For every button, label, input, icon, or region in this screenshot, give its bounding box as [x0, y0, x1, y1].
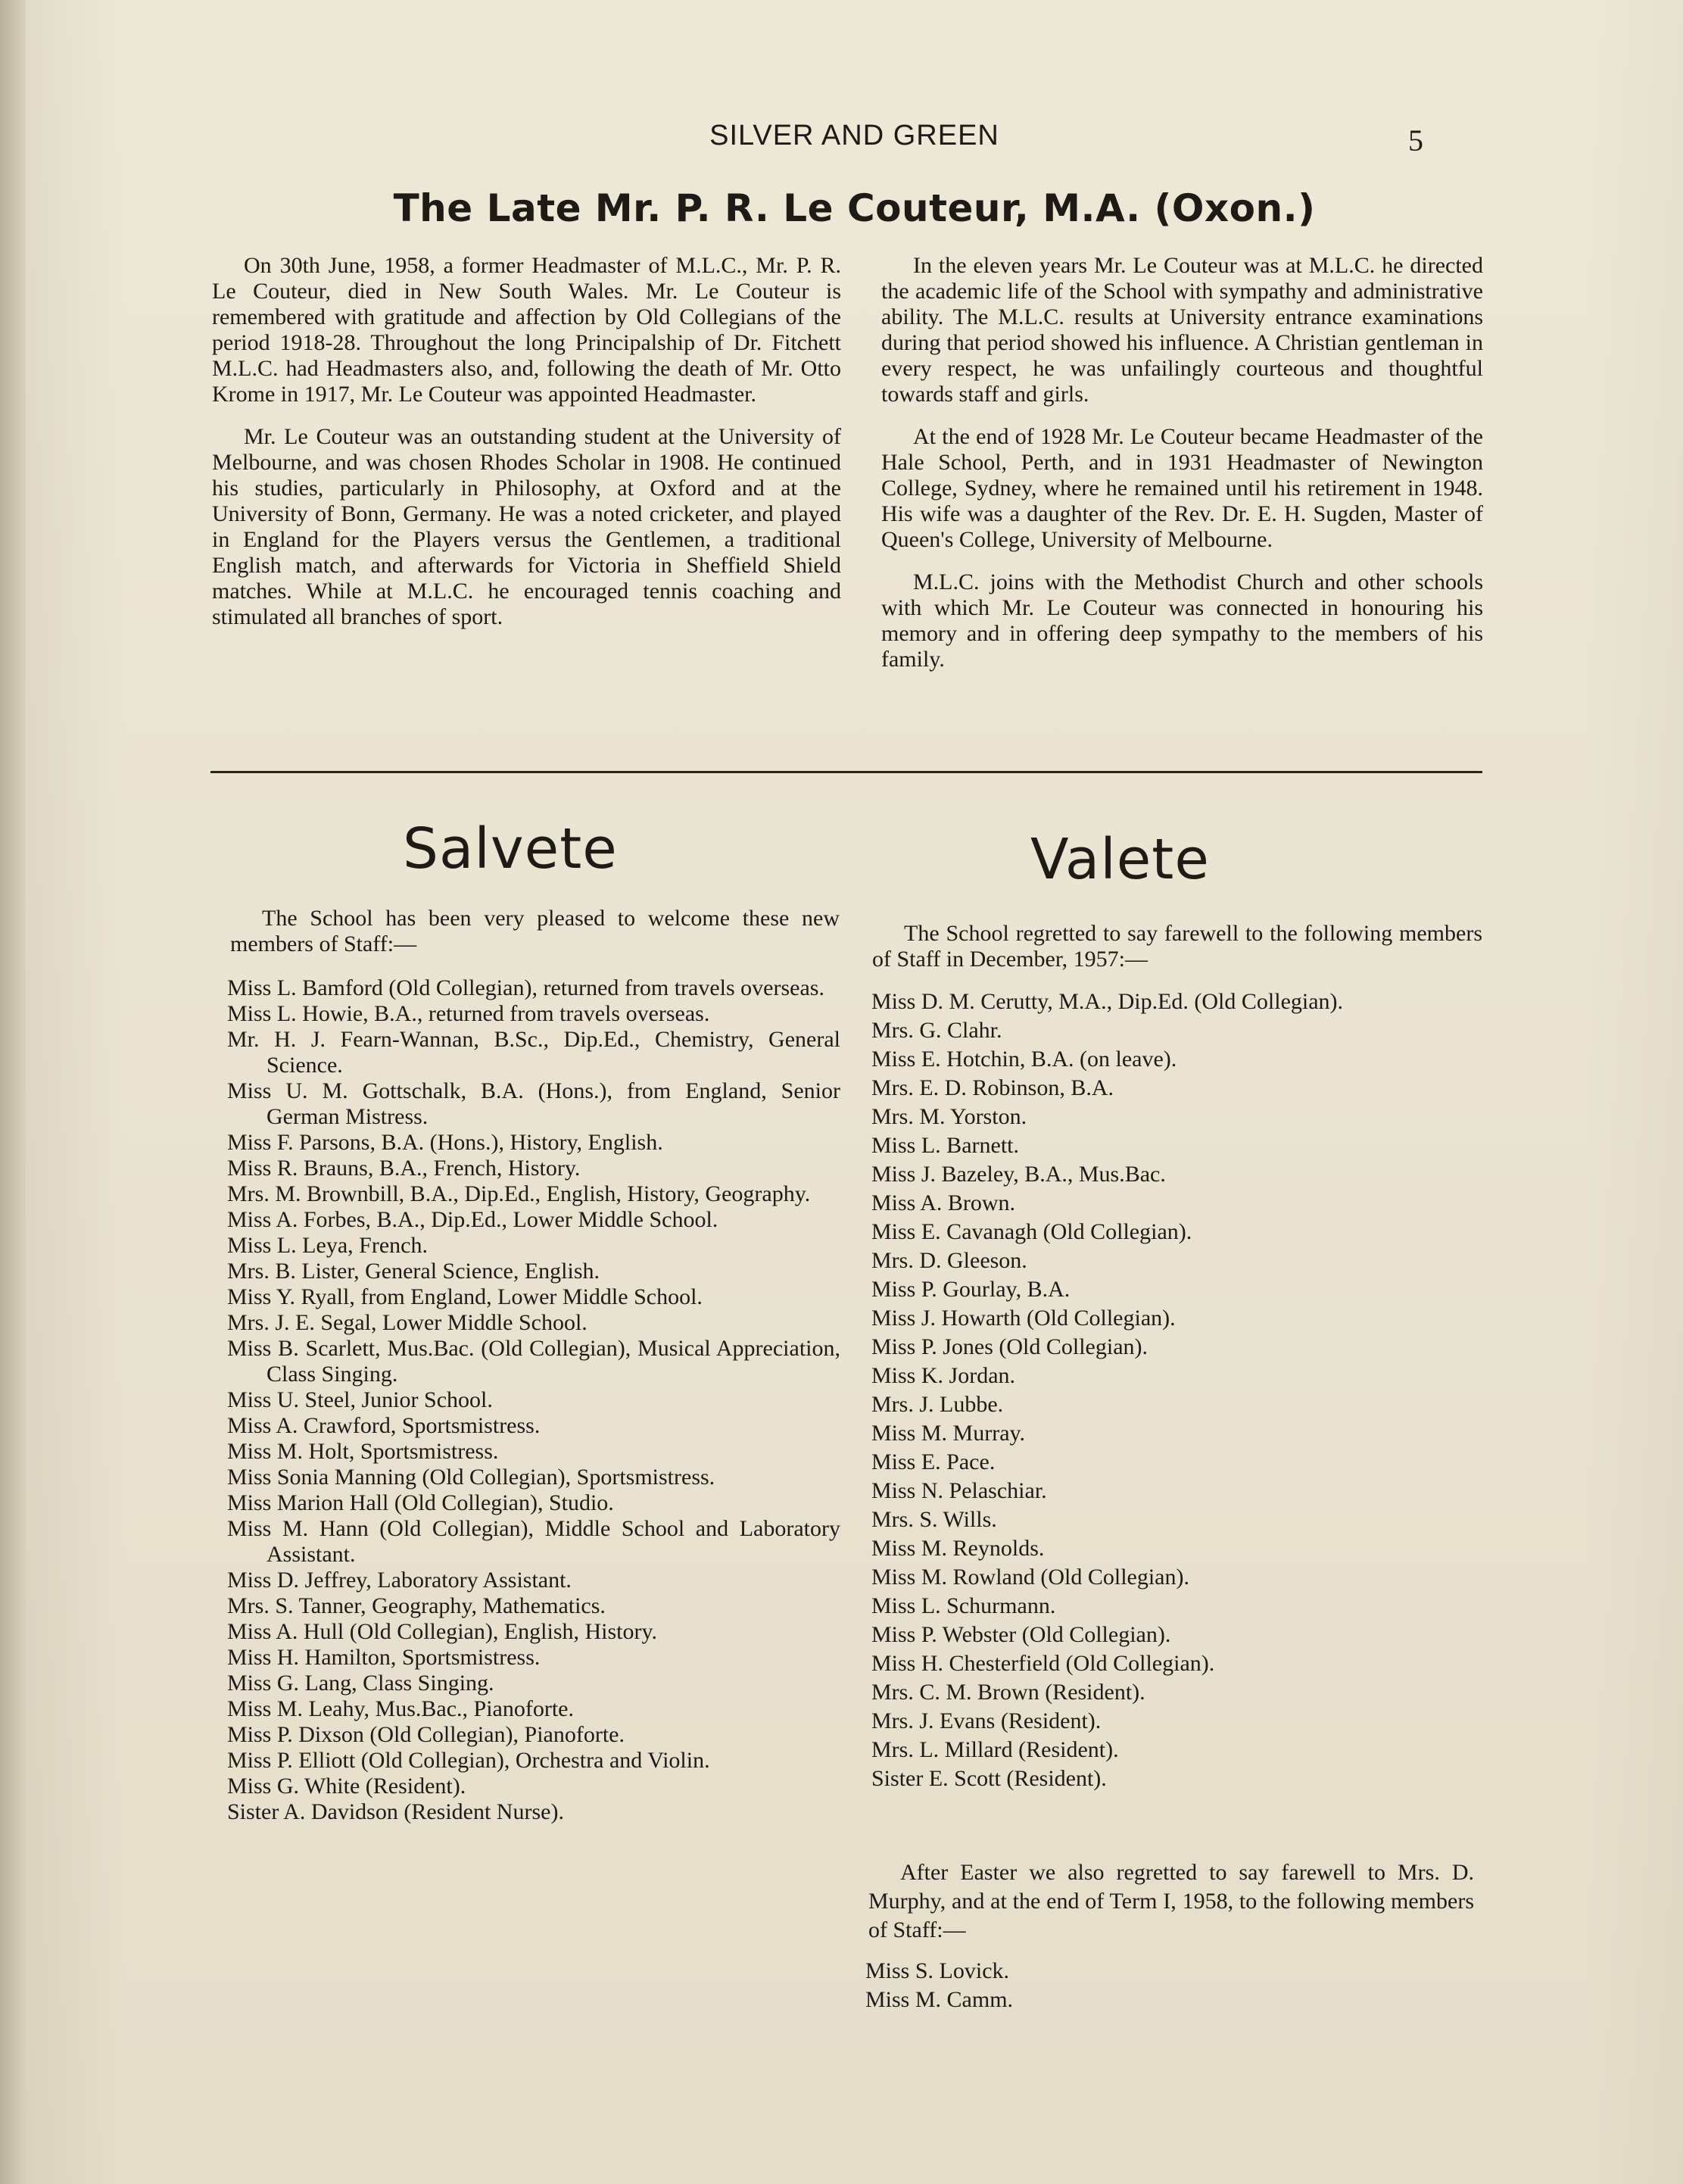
- valete-staff-list: [871, 989, 1485, 1795]
- salvete-intro: The School has been very pleased to welcome these new members of Staff:—: [230, 906, 840, 956]
- staff-entry: Miss E. Hotchin, B.A. (on leave).: [871, 1047, 1177, 1072]
- staff-entry: Miss Marion Hall (Old Collegian), Studio.: [227, 1490, 614, 1515]
- obituary-paragraph: At the end of 1928 Mr. Le Couteur became Headmaster of the Hale School, Perth, and in 1931 Headmaster of Newington College, Sydney, where he remained until his retirement in 1948. His wife was a daughter of the Rev. Dr. E. H. Sugden, Master of Queen's College, University of Melbourne.: [881, 424, 1483, 552]
- staff-entry: Mrs. G. Clahr.: [871, 1018, 1002, 1043]
- obituary-right-column: [881, 253, 1483, 689]
- staff-entry: Miss U. Steel, Junior School.: [227, 1387, 493, 1412]
- page-binding-edge: [0, 0, 26, 2184]
- staff-entry: Miss H. Hamilton, Sportsmistress.: [227, 1645, 541, 1670]
- staff-entry: Mr. H. J. Fearn-Wannan, B.Sc., Dip.Ed., Chemistry, General Science.: [227, 1027, 840, 1078]
- staff-entry: Miss Sonia Manning (Old Collegian), Sportsmistress.: [227, 1465, 715, 1490]
- staff-entry: Mrs. S. Wills.: [871, 1507, 997, 1532]
- page-number: 5: [1408, 123, 1423, 158]
- magazine-page: [26, 0, 1683, 2184]
- staff-entry: Mrs. E. D. Robinson, B.A.: [871, 1075, 1114, 1100]
- staff-entry: Miss L. Howie, B.A., returned from travels overseas.: [227, 1001, 710, 1026]
- staff-entry: Miss P. Gourlay, B.A.: [871, 1277, 1071, 1302]
- staff-entry: Miss A. Brown.: [871, 1190, 1016, 1215]
- obituary-paragraph: M.L.C. joins with the Methodist Church and other schools with which Mr. Le Couteur was connected in honouring his memory and in offering deep sympathy to the members of his family.: [881, 569, 1483, 672]
- staff-entry: Miss M. Rowland (Old Collegian).: [871, 1565, 1189, 1590]
- staff-entry: Miss K. Jordan.: [871, 1363, 1016, 1388]
- staff-entry: Miss U. M. Gottschalk, B.A. (Hons.), from England, Senior German Mistress.: [227, 1078, 840, 1129]
- staff-entry: Miss F. Parsons, B.A. (Hons.), History, English.: [227, 1130, 663, 1155]
- staff-entry: Miss S. Lovick.: [865, 1958, 1010, 1983]
- obituary-paragraph: On 30th June, 1958, a former Headmaster of M.L.C., Mr. P. R. Le Couteur, died in New South Wales. Mr. Le Couteur is remembered with gratitude and affection by Old Collegians of the period 1918-28. Throughout the long Principalship of Dr. Fitchett M.L.C. had Headmasters also, and, following the death of Mr. Otto Krome in 1917, Mr. Le Couteur was appointed Headmaster.: [212, 253, 841, 407]
- obituary-paragraph: In the eleven years Mr. Le Couteur was at M.L.C. he directed the academic life of the School with sympathy and administrative ability. The M.L.C. results at University entrance examinations during that period showed his influence. A Christian gentleman in every respect, he was unfailingly courteous and thoughtful towards staff and girls.: [881, 253, 1483, 407]
- staff-entry: Miss D. M. Cerutty, M.A., Dip.Ed. (Old Collegian).: [871, 989, 1344, 1014]
- later-staff-list: [865, 1958, 1013, 2016]
- staff-entry: Mrs. C. M. Brown (Resident).: [871, 1680, 1145, 1705]
- staff-entry: Miss D. Jeffrey, Laboratory Assistant.: [227, 1568, 572, 1593]
- staff-entry: Mrs. J. Evans (Resident).: [871, 1708, 1102, 1733]
- section-divider: [210, 771, 1482, 773]
- obituary-title: The Late Mr. P. R. Le Couteur, M.A. (Oxon.): [393, 186, 1316, 230]
- staff-entry: Miss M. Murray.: [871, 1421, 1026, 1446]
- staff-entry: Miss L. Leya, French.: [227, 1233, 428, 1258]
- staff-entry: Miss J. Bazeley, B.A., Mus.Bac.: [871, 1162, 1166, 1187]
- staff-entry: Sister E. Scott (Resident).: [871, 1766, 1107, 1791]
- staff-entry: Miss L. Barnett.: [871, 1133, 1019, 1158]
- staff-entry: Miss B. Scarlett, Mus.Bac. (Old Collegian), Musical Appreciation, Class Singing.: [227, 1336, 840, 1387]
- staff-entry: Mrs. M. Yorston.: [871, 1104, 1027, 1129]
- salvete-heading: Salvete: [403, 816, 618, 881]
- staff-entry: Miss P. Elliott (Old Collegian), Orchestra and Violin.: [227, 1748, 710, 1773]
- staff-entry: Mrs. D. Gleeson.: [871, 1248, 1027, 1273]
- obituary-paragraph: Mr. Le Couteur was an outstanding student at the University of Melbourne, and was chosen Rhodes Scholar in 1908. He continued his studies, particularly in Philosophy, at Oxford and at the University of Bonn, Germany. He was a noted cricketer, and played in England for the Players versus the Gentlemen, a traditional English match, and afterwards for Victoria in Sheffield Shield matches. While at M.L.C. he encouraged tennis coaching and stimulated all branches of sport.: [212, 424, 841, 629]
- staff-entry: Mrs. J. E. Segal, Lower Middle School.: [227, 1310, 587, 1335]
- staff-entry: Mrs. S. Tanner, Geography, Mathematics.: [227, 1593, 606, 1618]
- staff-entry: Miss M. Leahy, Mus.Bac., Pianoforte.: [227, 1696, 574, 1721]
- staff-entry: Miss E. Pace.: [871, 1449, 996, 1474]
- obituary-left-column: [212, 253, 841, 647]
- staff-entry: Miss P. Jones (Old Collegian).: [871, 1334, 1148, 1359]
- staff-entry: Miss N. Pelaschiar.: [871, 1478, 1047, 1503]
- staff-entry: Miss P. Webster (Old Collegian).: [871, 1622, 1171, 1647]
- staff-entry: Miss G. Lang, Class Singing.: [227, 1671, 494, 1696]
- running-title: SILVER AND GREEN: [709, 120, 999, 151]
- staff-entry: Miss A. Crawford, Sportsmistress.: [227, 1413, 541, 1438]
- staff-entry: Miss A. Hull (Old Collegian), English, History.: [227, 1619, 658, 1644]
- valete-heading: Valete: [1030, 827, 1210, 892]
- valete-intro: The School regretted to say farewell to the following members of Staff in December, 1957:—: [872, 921, 1482, 972]
- staff-entry: Mrs. J. Lubbe.: [871, 1392, 1004, 1417]
- staff-entry: Miss M. Reynolds.: [871, 1536, 1045, 1561]
- staff-entry: Miss L. Schurmann.: [871, 1593, 1056, 1618]
- staff-entry: Miss P. Dixson (Old Collegian), Pianoforte.: [227, 1722, 625, 1747]
- staff-entry: Miss Y. Ryall, from England, Lower Middle School.: [227, 1284, 703, 1309]
- staff-entry: Miss M. Camm.: [865, 1987, 1014, 2012]
- staff-entry: Miss R. Brauns, B.A., French, History.: [227, 1156, 581, 1181]
- staff-entry: Mrs. M. Brownbill, B.A., Dip.Ed., English, History, Geography.: [227, 1181, 811, 1206]
- staff-entry: Miss L. Bamford (Old Collegian), returned from travels overseas.: [227, 975, 824, 1000]
- staff-entry: Miss H. Chesterfield (Old Collegian).: [871, 1651, 1215, 1676]
- staff-entry: Sister A. Davidson (Resident Nurse).: [227, 1799, 564, 1824]
- staff-entry: Miss A. Forbes, B.A., Dip.Ed., Lower Middle School.: [227, 1207, 718, 1232]
- staff-entry: Miss G. White (Resident).: [227, 1774, 466, 1799]
- staff-entry: Miss M. Hann (Old Collegian), Middle School and Laboratory Assistant.: [227, 1516, 840, 1567]
- staff-entry: Miss M. Holt, Sportsmistress.: [227, 1439, 499, 1464]
- staff-entry: Mrs. B. Lister, General Science, English.: [227, 1259, 600, 1284]
- after-easter-note: After Easter we also regretted to say farewell to Mrs. D. Murphy, and at the end of Term I, 1958, to the following members of Staff:—: [868, 1860, 1474, 1942]
- salvete-staff-list: [227, 975, 840, 1825]
- staff-entry: Miss J. Howarth (Old Collegian).: [871, 1306, 1176, 1331]
- staff-entry: Mrs. L. Millard (Resident).: [871, 1737, 1119, 1762]
- staff-entry: Miss E. Cavanagh (Old Collegian).: [871, 1219, 1192, 1244]
